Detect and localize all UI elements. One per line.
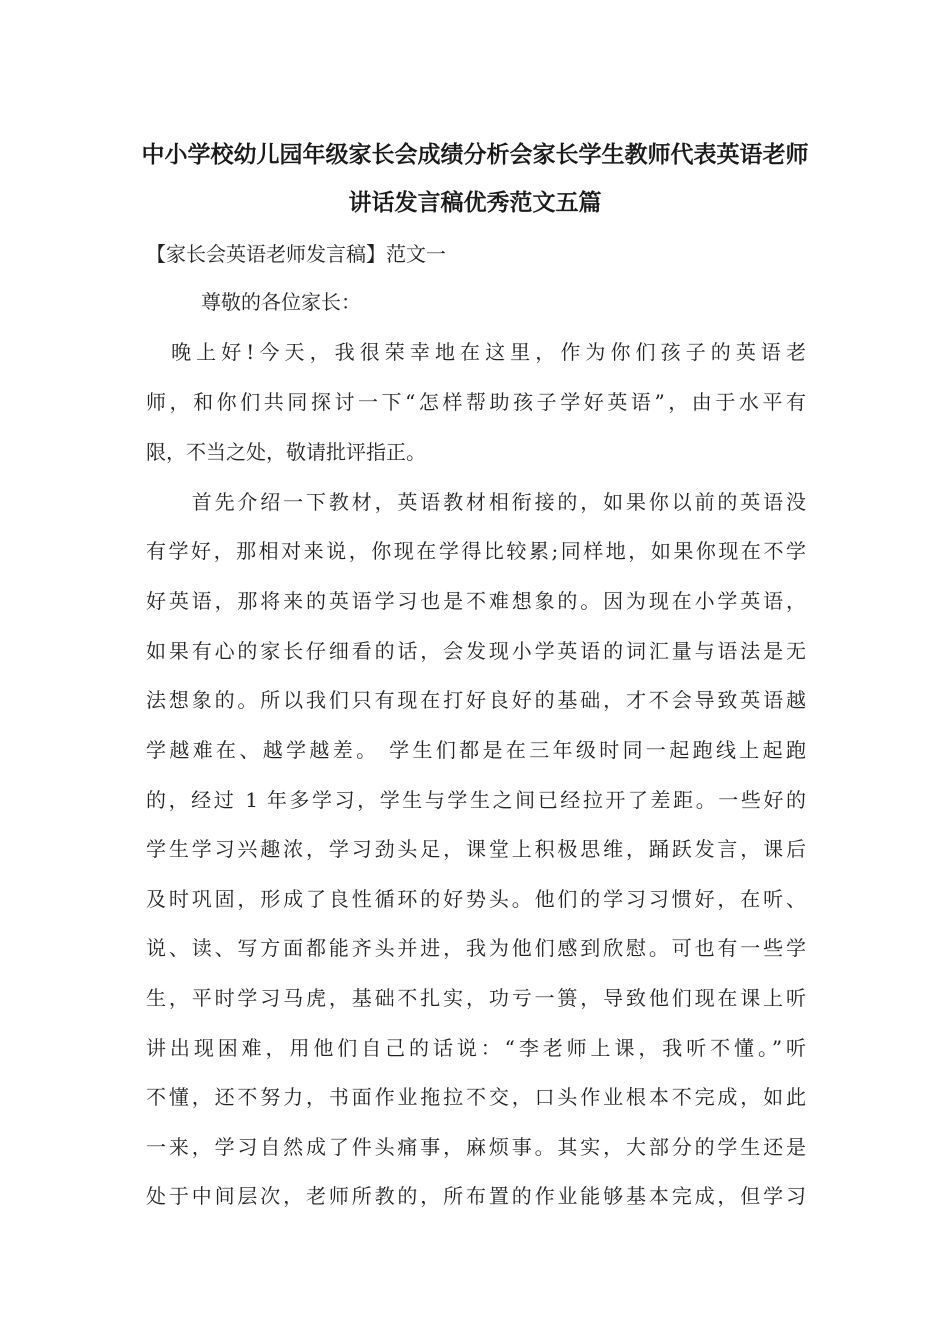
- paragraph-line: 首先介绍一下教材，英语教材相衔接的，如果你以前的英语没: [146, 490, 806, 514]
- paragraph-line: 讲出现困难，用他们自己的话说：“李老师上课，我听不懂。”听: [146, 1036, 806, 1060]
- paragraph-line: 及时巩固，形成了良性循环的好势头。他们的学习习惯好，在听、: [146, 887, 806, 911]
- paragraph-line: 的，经过 1 年多学习，学生与学生之间已经拉开了差距。一些好的: [146, 788, 806, 812]
- paragraph-line: 学越难在、越学越差。 学生们都是在三年级时同一起跑线上起跑: [146, 738, 806, 762]
- paragraph-line: 不懂，还不努力，书面作业拖拉不交，口头作业根本不完成，如此: [146, 1085, 806, 1109]
- paragraph-line: 晚上好!今天，我很荣幸地在这里，作为你们孩子的英语老: [146, 340, 806, 364]
- paragraph-line: 法想象的。所以我们只有现在打好良好的基础，才不会导致英语越: [146, 688, 806, 712]
- section-heading: 【家长会英语老师发言稿】范文一: [146, 242, 446, 266]
- paragraph-line: 说、读、写方面都能齐头并进，我为他们感到欣慰。可也有一些学: [146, 936, 806, 960]
- salutation: 尊敬的各位家长：: [201, 290, 361, 314]
- document-title-line-2: 讲话发言稿优秀范文五篇: [348, 190, 602, 216]
- paragraph-line: 学生学习兴趣浓，学习劲头足，课堂上积极思维，踊跃发言，课后: [146, 837, 806, 861]
- paragraph-line: 生，平时学习马虎，基础不扎实，功亏一篑，导致他们现在课上听: [146, 986, 806, 1010]
- document-title-line-1: 中小学校幼儿园年级家长会成绩分析会家长学生教师代表英语老师: [141, 142, 809, 168]
- paragraph-line: 限，不当之处，敬请批评指正。: [146, 440, 426, 464]
- paragraph-line: 有学好，那相对来说，你现在学得比较累;同样地，如果你现在不学: [146, 539, 806, 563]
- paragraph-line: 好英语，那将来的英语学习也是不难想象的。因为现在小学英语，: [146, 589, 806, 613]
- paragraph-line: 师，和你们共同探讨一下“怎样帮助孩子学好英语”，由于水平有: [146, 390, 806, 414]
- paragraph-line: 一来，学习自然成了件头痛事，麻烦事。其实，大部分的学生还是: [146, 1135, 806, 1159]
- paragraph-line: 如果有心的家长仔细看的话，会发现小学英语的词汇量与语法是无: [146, 639, 806, 663]
- paragraph-line: 处于中间层次，老师所教的，所布置的作业能够基本完成，但学习: [146, 1184, 806, 1208]
